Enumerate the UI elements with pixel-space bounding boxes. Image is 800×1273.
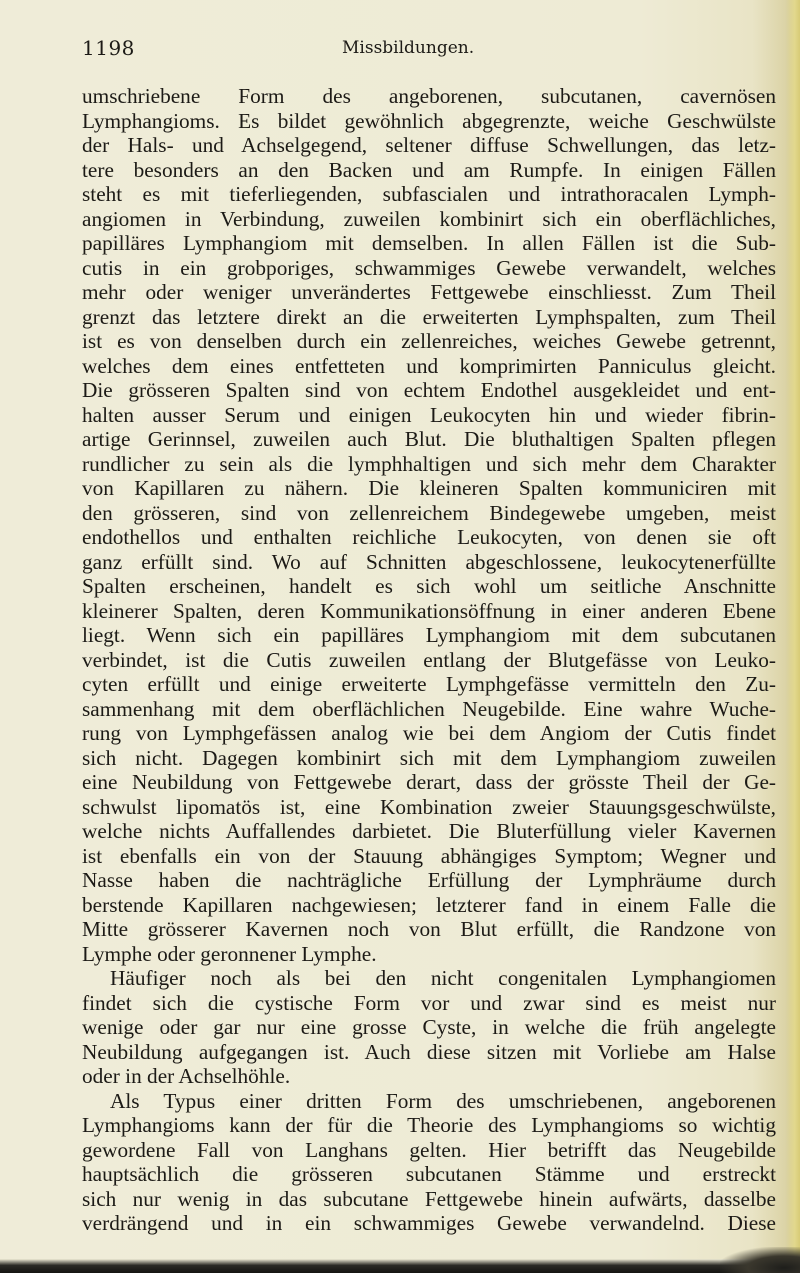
text-line: von Kapillaren zu nähern. Die kleineren Spalten kommuniciren mit [82,476,776,500]
text-line: verdrängend und in ein schwammiges Gewebe verwandelnd. Diese [82,1211,776,1235]
text-line: rundlicher zu sein als die lymphhaltigen und sich mehr dem Charakter [82,451,776,476]
text-line: Nasse haben die nachträgliche Erfüllung der Lymphräume durch [82,868,776,892]
text-line: Als Typus einer dritten Form des umschriebenen, angeborenen [110,1088,776,1113]
text-line: ist ebenfalls ein von der Stauung abhängiges Symptom; Wegner und [82,843,776,868]
text-line: halten ausser Serum und einigen Leukocyten hin und wieder fibrin- [82,402,776,427]
text-line: kleinerer Spalten, deren Kommunikationsöffnung in einer anderen Ebene [82,598,776,623]
paragraph-2 [82,966,776,1089]
text-line: cutis in ein grobporiges, schwammiges Gewebe verwandelt, welches [82,255,776,280]
text-line: sich nur wenig in das subcutane Fettgewebe hinein aufwärts, dasselbe [82,1186,776,1211]
text-line: eine Neubildung von Fettgewebe derart, dass der grösste Theil der Ge- [82,770,776,794]
page-edge-shadow [786,0,800,1273]
text-line: schwulst lipomatös ist, eine Kombination zweier Stauungsgeschwülste, [82,794,776,819]
text-line: verbindet, ist die Cutis zuweilen entlang der Blutgefässe von Leuko- [82,647,776,672]
page-bottom-edge [0,1259,800,1273]
page-header [82,36,782,64]
running-head: Missbildungen. [342,38,475,58]
text-line: wenige oder gar nur eine grosse Cyste, in welche die früh angelegte [82,1015,776,1039]
text-line: umschriebene Form des angeborenen, subcutanen, cavernösen [82,84,776,108]
text-line: rung von Lymphgefässen analog wie bei dem Angiom der Cutis findet [82,721,776,745]
text-line: mehr oder weniger unverändertes Fettgewebe einschliesst. Zum Theil [82,280,776,304]
text-line: welches dem eines entfetteten und komprimirten Panniculus gleicht. [82,353,776,378]
text-line: den grösseren, sind von zellenreichem Bindegewebe umgeben, meist [82,500,776,525]
text-line: sich nicht. Dagegen kombinirt sich mit dem Lymphangiom zuweilen [82,745,776,770]
text-line: findet sich die cystische Form vor und zwar sind es meist nur [82,990,776,1015]
paragraph-1 [82,84,776,966]
text-line: endothellos und enthalten reichliche Leukocyten, von denen sie oft [82,525,776,549]
text-line: Lymphangioms kann der für die Theorie des Lymphangioms so wichtig [82,1113,776,1137]
page-corner-shadow [720,1247,800,1273]
text-line: Spalten erscheinen, handelt es sich wohl um seitliche Anschnitte [82,574,776,598]
body-text [82,84,776,1236]
text-line: Die grösseren Spalten sind von echtem Endothel ausgekleidet und ent- [82,378,776,402]
text-line: sammenhang mit dem oberflächlichen Neugebilde. Eine wahre Wuche- [82,696,776,721]
text-line: liegt. Wenn sich ein papilläres Lymphangiom mit dem subcutanen [82,623,776,647]
text-line: steht es mit tieferliegenden, subfascialen und intrathoracalen Lymph- [82,182,776,206]
text-line: Lymphangioms. Es bildet gewöhnlich abgegrenzte, weiche Geschwülste [82,108,776,133]
text-line: angiomen in Verbindung, zuweilen kombinirt sich ein oberflächliches, [82,206,776,231]
text-line: tere besonders an den Backen und am Rumpfe. In einigen Fällen [82,157,776,182]
text-line: Neubildung aufgegangen ist. Auch diese sitzen mit Vorliebe am Halse [82,1039,776,1064]
text-line: papilläres Lymphangiom mit demselben. In allen Fällen ist die Sub- [82,231,776,255]
text-line: ganz erfüllt sind. Wo auf Schnitten abgeschlossene, leukocytenerfüllte [82,549,776,574]
text-line: gewordene Fall von Langhans gelten. Hier betrifft das Neugebilde [82,1137,776,1162]
text-line: cyten erfüllt und einige erweiterte Lymphgefässe vermitteln den Zu- [82,672,776,696]
text-line: oder in der Achselhöhle. [82,1064,291,1088]
text-line: berstende Kapillaren nachgewiesen; letzterer fand in einem Falle die [82,892,776,917]
page-number: 1198 [82,36,135,60]
text-line: hauptsächlich die grösseren subcutanen Stämme und erstreckt [82,1162,776,1186]
text-line: grenzt das letztere direkt an die erweiterten Lymphspalten, zum Theil [82,304,776,329]
text-line: Mitte grösserer Kavernen noch von Blut erfüllt, die Randzone von [82,917,776,941]
text-line: artige Gerinnsel, zuweilen auch Blut. Die bluthaltigen Spalten pflegen [82,427,776,451]
paragraph-3 [82,1089,776,1236]
text-line: ist es von denselben durch ein zellenreiches, weiches Gewebe getrennt, [82,329,776,353]
text-line: der Hals- und Achselgegend, seltener diffuse Schwellungen, das letz- [82,133,776,157]
text-line: Häufiger noch als bei den nicht congenitalen Lymphangiomen [110,966,776,990]
text-line: welche nichts Auffallendes darbietet. Die Bluterfüllung vieler Kavernen [82,819,776,843]
text-line: Lymphe oder geronnener Lymphe. [82,941,377,966]
